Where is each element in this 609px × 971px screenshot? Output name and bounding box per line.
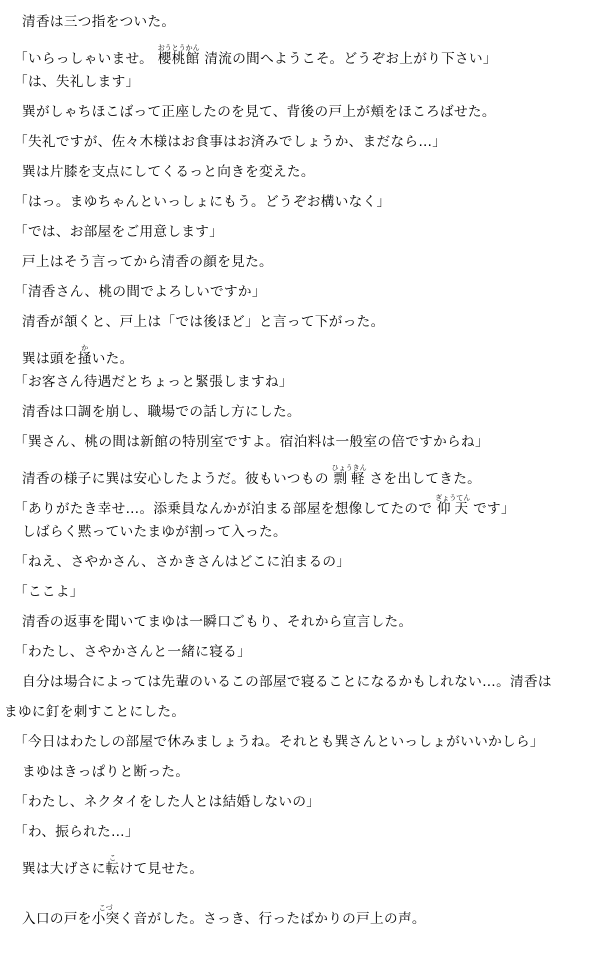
text-segment: 清流の間へようこそ。どうぞお上がり下さい」 <box>199 51 497 67</box>
ruby-base: 櫻桃館 <box>157 51 200 67</box>
text-segment: 清香の返事を聞いてまゆは一瞬口ごもり、それから宣言した。 <box>22 614 413 630</box>
text-line <box>14 74 140 90</box>
ruby-annotation <box>331 464 367 487</box>
text-line <box>22 404 301 420</box>
text-line <box>14 194 390 210</box>
text-line <box>14 374 293 390</box>
ruby-base: 小突 <box>91 911 120 927</box>
text-line <box>14 284 266 300</box>
text-line <box>14 554 350 570</box>
ruby-annotation <box>105 854 120 877</box>
text-segment: まゆに釘を刺すことにした。 <box>4 704 186 720</box>
text-line <box>14 824 139 840</box>
ruby-annotation <box>157 44 200 67</box>
text-segment: く音がした。さっき、行ったばかりの戸上の声。 <box>119 911 426 927</box>
text-line <box>22 254 273 270</box>
text-line <box>22 854 204 877</box>
text-line <box>22 314 385 330</box>
text-segment: けて見せた。 <box>119 861 204 877</box>
ruby-base: 仰天 <box>435 501 471 517</box>
ruby-reading: か <box>77 344 92 352</box>
text-line <box>22 524 287 540</box>
text-segment: 清香の様子に巽は安心したようだ。彼もいつもの <box>22 471 334 487</box>
ruby-reading: ひょうきん <box>331 464 367 472</box>
text-segment: 「は、失礼します」 <box>14 74 140 90</box>
text-line <box>22 674 552 690</box>
text-segment: 清香は三つ指をついた。 <box>22 14 176 30</box>
text-line <box>22 904 426 927</box>
text-segment: 「巽さん、桃の間は新館の特別室ですよ。宿泊料は一般室の倍ですからね」 <box>14 434 489 450</box>
text-line <box>14 134 446 150</box>
ruby-reading: おうとうかん <box>157 44 200 52</box>
text-line <box>14 734 544 750</box>
text-segment: 「わたし、さやかさんと一緒に寝る」 <box>14 644 252 660</box>
text-line <box>22 344 134 367</box>
text-segment: 「ここよ」 <box>14 584 84 600</box>
text-segment: 「お客さん待遇だとちょっと緊張しますね」 <box>14 374 293 390</box>
text-segment: 巽は片膝を支点にしてくるっと向きを変えた。 <box>22 164 315 180</box>
ruby-annotation <box>77 344 92 367</box>
text-segment: 「失礼ですが、佐々木様はお食事はお済みでしょうか、まだなら…」 <box>14 134 447 150</box>
text-line <box>22 764 189 780</box>
text-segment: さを出してきた。 <box>364 471 482 487</box>
text-segment: 「清香さん、桃の間でよろしいですか」 <box>14 284 266 300</box>
text-segment: 「ねえ、さやかさん、さかきさんはどこに泊まるの」 <box>14 554 351 570</box>
text-segment: まゆはきっぱりと断った。 <box>22 764 190 780</box>
text-segment: 「いらっしゃいませ。 <box>14 51 158 67</box>
text-line <box>22 104 496 120</box>
ruby-annotation <box>435 494 471 517</box>
text-segment: 「では、お部屋をご用意します」 <box>14 224 224 240</box>
text-line <box>14 794 320 810</box>
text-segment: 巽は大げさに <box>22 861 106 877</box>
text-line <box>4 704 185 720</box>
text-line <box>14 584 84 600</box>
text-segment: です」 <box>468 501 515 517</box>
text-segment: 清香が頷くと、戸上は「では後ほど」と言って下がった。 <box>22 314 385 330</box>
text-segment: 「わ、振られた…」 <box>14 824 139 840</box>
text-segment: 「わたし、ネクタイをした人とは結婚しないの」 <box>14 794 321 810</box>
text-segment: 自分は場合によっては先輩のいるこの部屋で寝ることになるかもしれない…。清香は <box>22 674 552 690</box>
ruby-base: 転 <box>105 861 120 877</box>
text-line <box>22 164 315 180</box>
text-segment: 「今日はわたしの部屋で休みましょうね。それとも巽さんといっしょがいいかしら」 <box>14 734 544 750</box>
text-line <box>14 644 251 660</box>
text-line <box>14 44 497 67</box>
ruby-base: 掻 <box>77 351 92 367</box>
ruby-reading: ぎょうてん <box>435 494 471 502</box>
text-segment: 巽がしゃちほこばって正座したのを見て、背後の戸上が頬をほころばせた。 <box>22 104 496 120</box>
text-line <box>14 224 223 240</box>
text-segment: いた。 <box>91 351 134 367</box>
text-line <box>22 464 482 487</box>
text-line <box>22 614 412 630</box>
text-segment: 戸上はそう言ってから清香の顔を見た。 <box>22 254 273 270</box>
text-line <box>22 14 175 30</box>
text-segment: 入口の戸を <box>22 911 92 927</box>
text-segment: 「はっ。まゆちゃんといっしょにもう。どうぞお構いなく」 <box>14 194 391 210</box>
ruby-base: 剽軽 <box>331 471 367 487</box>
ruby-annotation <box>91 904 120 927</box>
ruby-reading: こづ <box>91 904 120 912</box>
text-segment: 巽は頭を <box>22 351 78 367</box>
text-line <box>14 434 489 450</box>
text-segment: 清香は口調を崩し、職場での話し方にした。 <box>22 404 301 420</box>
text-segment: 「ありがたき幸せ…。添乗員なんかが泊まる部屋を想像してたので <box>14 501 437 517</box>
ruby-reading: こ <box>105 854 120 862</box>
text-line <box>14 494 515 517</box>
text-segment: しばらく黙っていたまゆが割って入った。 <box>22 524 287 540</box>
